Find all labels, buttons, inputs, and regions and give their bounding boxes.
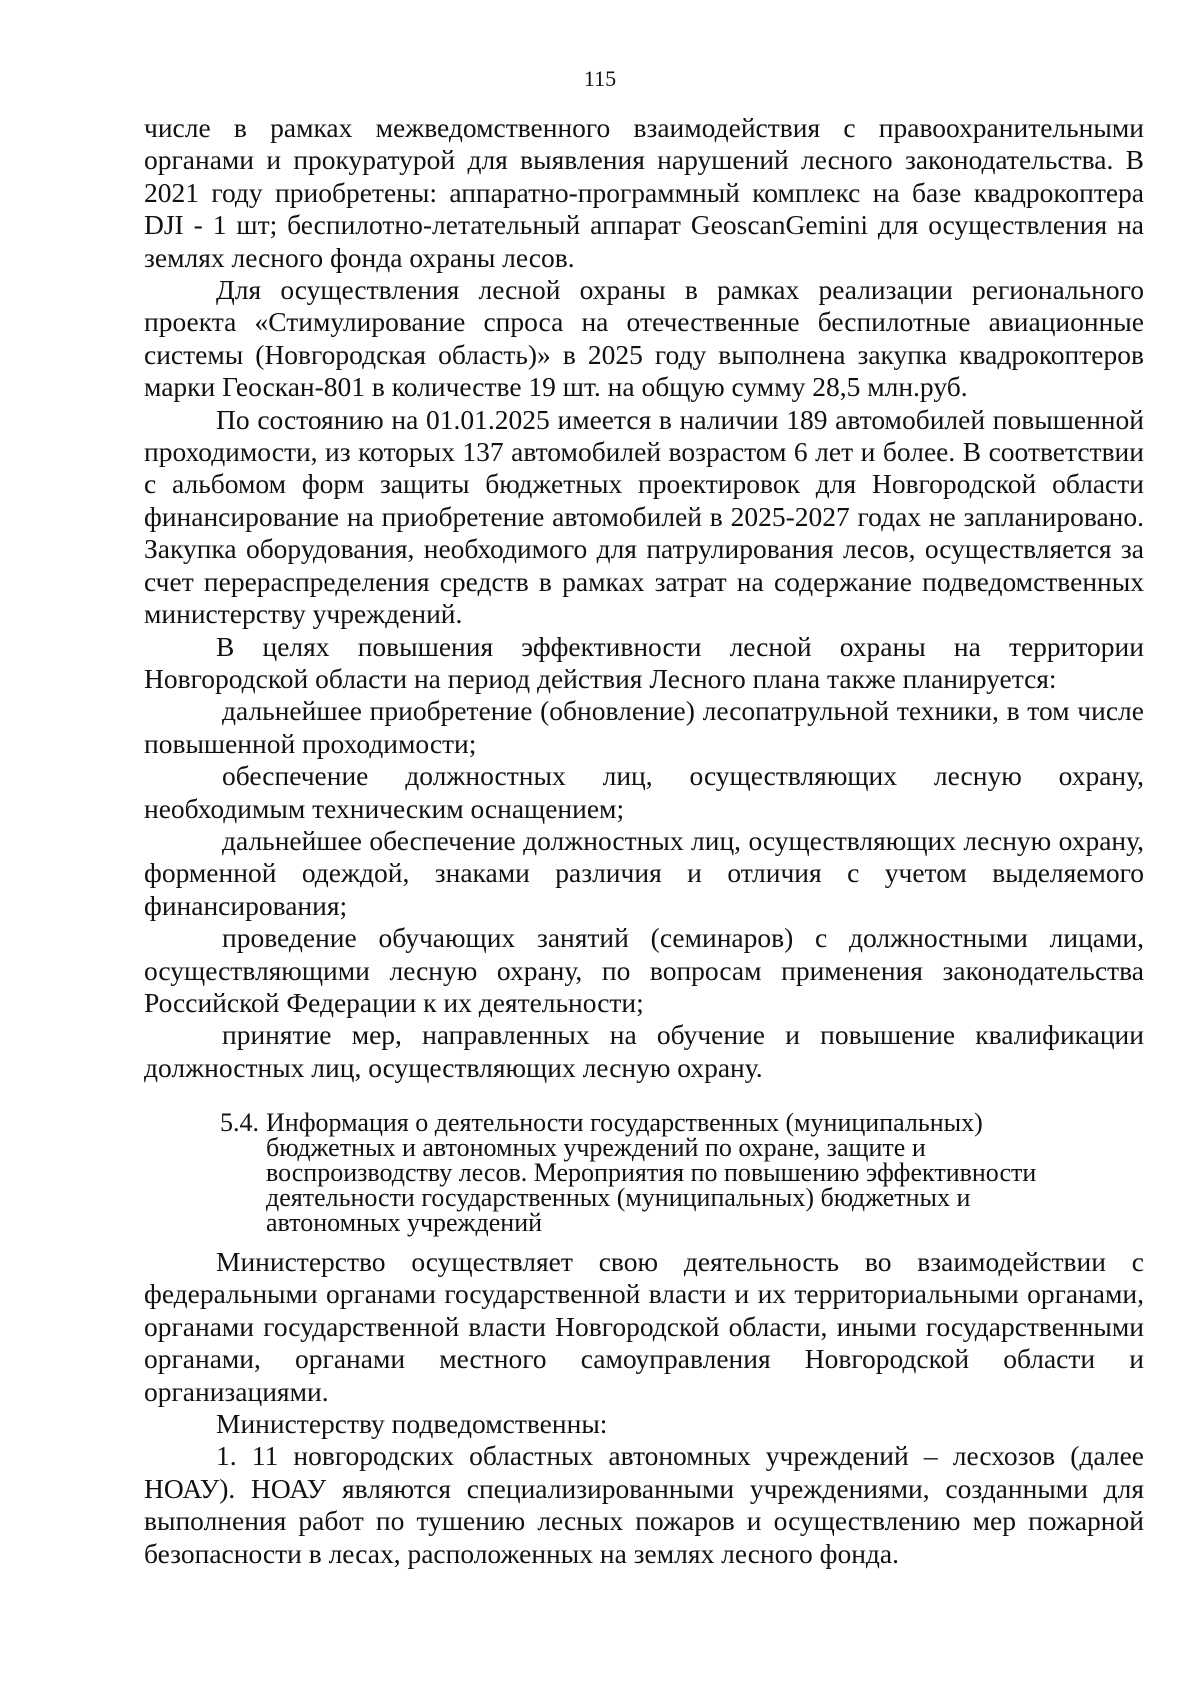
paragraph: 1. 11 новгородских областных автономных учреждений – лесхозов (далее НОАУ). НОАУ являются специализированными учреждениями, созданными для выполнения работ по тушению лесных пожаров и осуществлению мер пожарной безопасности в лесах, расположенных на землях лесного фонда. xyxy=(144,1440,1144,1569)
paragraph: Министерство осуществляет свою деятельность во взаимодействии с федеральными органами государственной власти и их территориальными органами, органами государственной власти Новгородской области, иными государственными органами, органами местного самоуправления Новгородской области и организациями. xyxy=(144,1246,1144,1407)
paragraph: В целях повышения эффективности лесной охраны на территории Новгородской области на период действия Лесного плана также планируется: xyxy=(144,630,1144,694)
list-item: дальнейшее обеспечение должностных лиц, осуществляющих лесную охрану, форменной одеждой, знаками различия и отличия с учетом выделяемого финансирования; xyxy=(144,824,1144,921)
section-number: 5.4. xyxy=(220,1108,259,1137)
list-item: принятие мер, направленных на обучение и повышение квалификации должностных лиц, осуществляющих лесную охрану. xyxy=(144,1019,1144,1083)
page-number: 115 xyxy=(583,66,617,91)
paragraph: числе в рамках межведомственного взаимодействия с правоохранительными органами и прокуратурой для выявления нарушений лесного законодательства. В 2021 году приобретены: аппаратно-программный комплекс на базе квадрокоптера DJI - 1 шт; беспилотно-летательный аппарат GeoscanGemini для осуществления на землях лесного фонда охраны лесов. xyxy=(144,112,1144,273)
paragraph: Для осуществления лесной охраны в рамках реализации регионального проекта «Стимулирование спроса на отечественные беспилотные авиационные системы (Новгородская область)» в 2025 году выполнена закупка квадрокоптеров марки Геоскан-801 в количестве 19 шт. на общую сумму 28,5 млн.руб. xyxy=(144,274,1144,403)
body-text-top xyxy=(144,112,1144,1084)
list-item: обеспечение должностных лиц, осуществляющих лесную охрану, необходимым техническим оснащением; xyxy=(144,760,1144,824)
paragraph: По состоянию на 01.01.2025 имеется в наличии 189 автомобилей повышенной проходимости, из которых 137 автомобилей возрастом 6 лет и более. В соответствии с альбомом форм защиты бюджетных проектировок для Новгородской области финансирование на приобретение автомобилей в 2025-2027 годах не запланировано. Закупка оборудования, необходимого для патрулирования лесов, осуществляется за счет перераспределения средств в рамках затрат на содержание подведомственных министерству учреждений. xyxy=(144,403,1144,630)
list-item: проведение обучающих занятий (семинаров) с должностными лицами, осуществляющими лесную охрану, по вопросам применения законодательства Российской Федерации к их деятельности; xyxy=(144,922,1144,1018)
list-item: дальнейшее приобретение (обновление) лесопатрульной техники, в том числе повышенной проходимости; xyxy=(144,695,1144,759)
section-title: Информация о деятельности государственных (муниципальных) бюджетных и автономных учреждений по охране, защите и воспроизводству лесов. Мероприятия по повышению эффективности деятельности государственных (муниципальных) бюджетных и автономных учреждений xyxy=(266,1108,1037,1237)
body-text-bottom xyxy=(144,1246,1144,1570)
paragraph: Министерству подведомственны: xyxy=(216,1408,608,1440)
section-heading xyxy=(220,1110,1060,1235)
